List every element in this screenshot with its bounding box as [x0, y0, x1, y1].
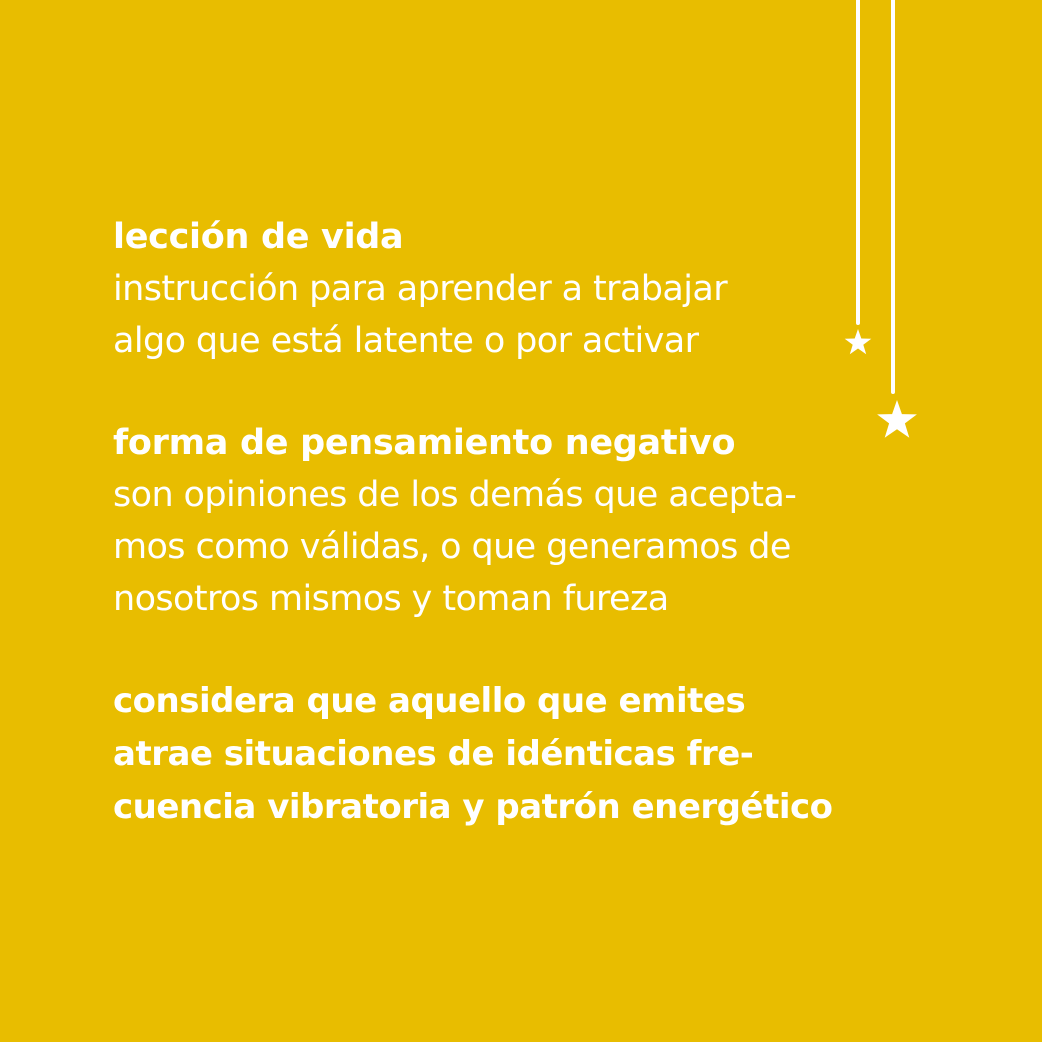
section-heading: lección de vida: [113, 217, 404, 257]
spacer: [113, 625, 993, 675]
section-heading: forma de pensamiento negativo: [113, 423, 736, 463]
closing-statement: considera que aquello que emites atrae situaciones de idénticas fre- cuencia vibratoria y patrón energético: [113, 681, 833, 827]
section-leccion-de-vida: [113, 211, 993, 367]
spacer: [113, 367, 993, 417]
text-content: [113, 211, 993, 834]
section-body: instrucción para aprender a trabajar algo que está latente o por activar: [113, 269, 728, 361]
section-forma-de-pensamiento: [113, 417, 993, 625]
section-body: son opiniones de los demás que acepta- mos como válidas, o que generamos de nosotros mismos y toman fureza: [113, 475, 797, 619]
